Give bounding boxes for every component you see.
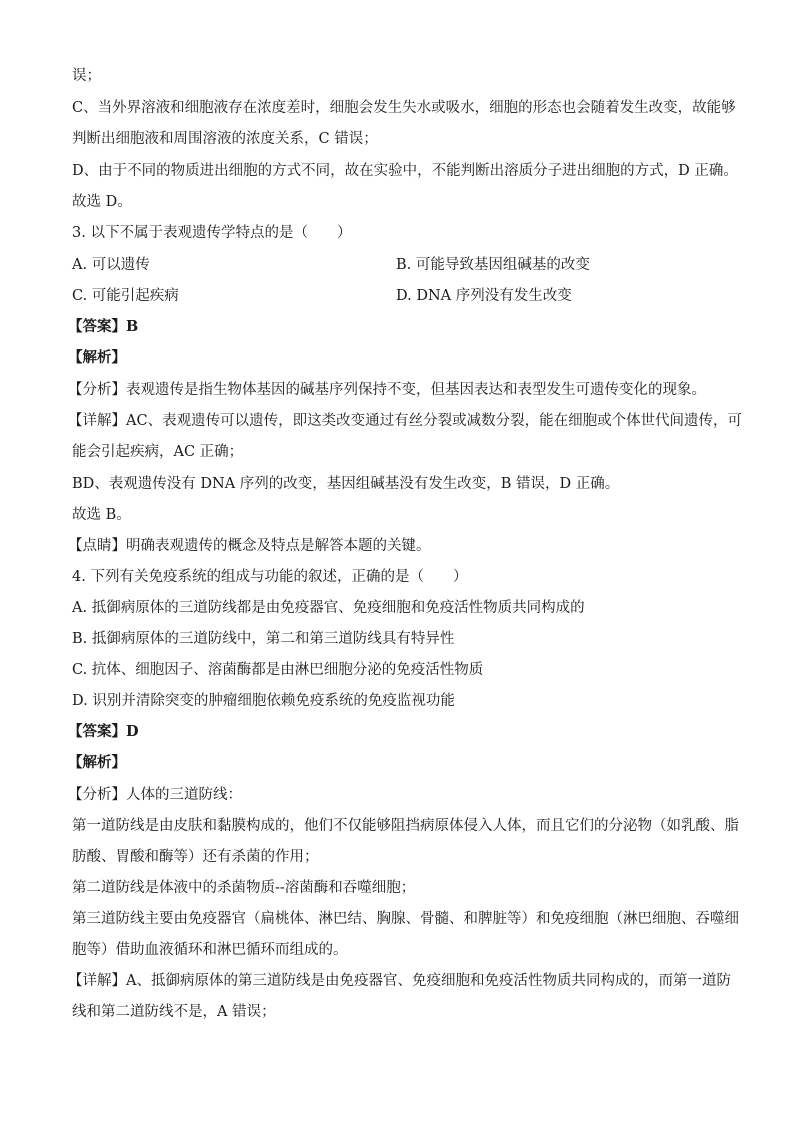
text-line: 误；	[72, 68, 101, 84]
q3-option-c: C. 可能引起疾病	[72, 288, 179, 304]
q3-option-b: B. 可能导致基因组碱基的改变	[396, 257, 590, 273]
text-line: 第一道防线是由皮肤和黏膜构成的，他们不仅能够阻挡病原体侵入人体，而且它们的分泌物（如乳酸、脂	[72, 818, 739, 834]
q4-fenxi: 【分析】人体的三道防线：	[68, 787, 242, 803]
q3-fenxi: 【分析】表观遗传是指生物体基因的碱基序列保持不变，但基因表达和表型发生可遗传变化的现象。	[68, 382, 706, 398]
text-line: 故选 B。	[72, 507, 131, 523]
question-4-stem: 4. 下列有关免疫系统的组成与功能的叙述，正确的是（ ）	[72, 569, 468, 585]
q4-xiangjie: 【详解】A、抵御病原体的第三道防线是由免疫器官、免疫细胞和免疫活性物质共同构成的，而第一道防	[68, 973, 731, 989]
text-line: 胞等）借助血液循环和淋巴循环而组成的。	[72, 942, 348, 958]
q3-option-a: A. 可以遗传	[72, 257, 150, 273]
text-line: 肪酸、胃酸和酶等）还有杀菌的作用；	[72, 849, 319, 865]
q4-jiexi: 【解析】	[68, 754, 126, 771]
q3-answer: 【答案】B	[68, 318, 139, 335]
q4-option-c: C. 抗体、细胞因子、溶菌酶都是由淋巴细胞分泌的免疫活性物质	[72, 662, 484, 678]
text-line: 第二道防线是体液中的杀菌物质--溶菌酶和吞噬细胞；	[72, 880, 416, 896]
q4-option-d: D. 识别并清除突变的肿瘤细胞依赖免疫系统的免疫监视功能	[72, 693, 455, 709]
text-line: C、当外界溶液和细胞液存在浓度差时，细胞会发生失水或吸水，细胞的形态也会随着发生改变，故能够	[72, 100, 736, 116]
text-line: 第三道防线主要由免疫器官（扁桃体、淋巴结、胸腺、骨髓、和脾脏等）和免疫细胞（淋巴细胞、吞噬细	[72, 911, 739, 927]
text-line: 能会引起疾病，AC 正确；	[72, 444, 244, 460]
q3-dianjing: 【点睛】明确表观遗传的概念及特点是解答本题的关键。	[68, 538, 431, 554]
q4-option-b: B. 抵御病原体的三道防线中，第二和第三道防线具有特异性	[72, 631, 455, 647]
text-line: 判断出细胞液和周围溶液的浓度关系，C 错误；	[72, 131, 378, 147]
q3-xiangjie: 【详解】AC、表观遗传可以遗传，即这类改变通过有丝分裂或减数分裂，能在细胞或个体世代间遗传，可	[68, 413, 743, 429]
q4-option-a: A. 抵御病原体的三道防线都是由免疫器官、免疫细胞和免疫活性物质共同构成的	[72, 600, 585, 616]
text-line: 线和第二道防线不是，A 错误；	[72, 1004, 276, 1020]
q3-jiexi: 【解析】	[68, 349, 126, 366]
question-3-stem: 3. 以下不属于表观遗传学特点的是（ ）	[72, 225, 352, 241]
q3-option-d: D. DNA 序列没有发生改变	[396, 288, 572, 304]
text-line: BD、表观遗传没有 DNA 序列的改变，基因组碱基没有发生改变，B 错误，D 正确。	[72, 476, 620, 492]
text-line: D、由于不同的物质进出细胞的方式不同，故在实验中，不能判断出溶质分子进出细胞的方式，D 正确。	[72, 163, 738, 179]
text-line: 故选 D。	[72, 194, 132, 210]
q4-answer: 【答案】D	[68, 723, 139, 740]
